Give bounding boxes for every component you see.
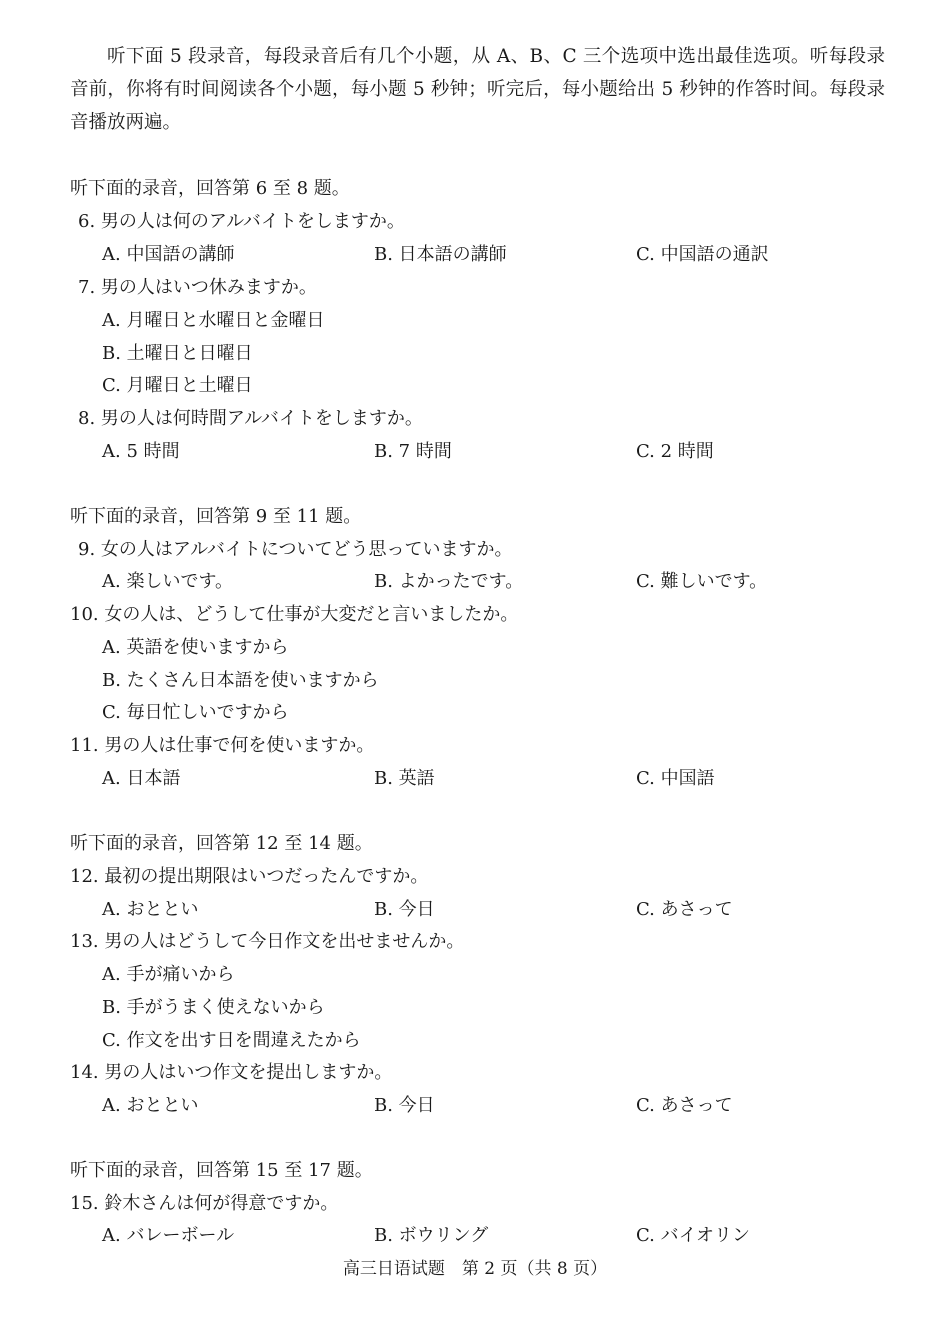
question-15: 15. 鈴木さんは何が得意ですか。 (70, 1193, 339, 1214)
option-14c: C. あさって (636, 1095, 733, 1116)
option-14b: B. 今日 (374, 1095, 435, 1116)
option-14a: A. おととい (102, 1095, 199, 1116)
option-13c: C. 作文を出す日を間違えたから (102, 1030, 361, 1051)
option-15a: A. バレーボール (102, 1225, 235, 1246)
question-14: 14. 男の人はいつ作文を提出しますか。 (70, 1062, 393, 1083)
option-9b: B. よかったです。 (374, 571, 524, 592)
instructions-paragraph: 听下面 5 段录音，每段录音后有几个小题，从 A、B、C 三个选项中选出最佳选项。听每段录音前，你将有时间阅读各个小题，每小题 5 秒钟；听完后，每小题给出 5 秒钟的作答时间。每段录音播放两遍。 (70, 46, 885, 133)
question-13: 13. 男の人はどうして今日作文を出せませんか。 (70, 931, 465, 952)
option-15c: C. バイオリン (636, 1225, 751, 1246)
option-15b: B. ボウリング (374, 1225, 489, 1246)
option-8b: B. 7 時間 (374, 441, 452, 462)
option-6c: C. 中国語の通訳 (636, 244, 769, 265)
question-9: 9. 女の人はアルバイトについてどう思っていますか。 (78, 539, 513, 560)
option-7b: B. 土曜日と日曜日 (102, 343, 253, 364)
option-10a: A. 英語を使いますから (102, 637, 289, 658)
option-7a: A. 月曜日と水曜日と金曜日 (102, 310, 325, 331)
option-12a: A. おととい (102, 899, 199, 920)
option-12b: B. 今日 (374, 899, 435, 920)
question-6: 6. 男の人は何のアルバイトをしますか。 (78, 211, 405, 232)
section-heading: 听下面的录音，回答第 12 至 14 题。 (70, 833, 373, 854)
option-9c: C. 難しいです。 (636, 571, 768, 592)
option-6b: B. 日本語の講師 (374, 244, 507, 265)
option-11a: A. 日本語 (102, 768, 181, 789)
option-11c: C. 中国語 (636, 768, 715, 789)
option-9a: A. 楽しいです。 (102, 571, 234, 592)
option-13b: B. 手がうまく使えないから (102, 997, 325, 1018)
option-6a: A. 中国語の講師 (102, 244, 235, 265)
option-10c: C. 毎日忙しいですから (102, 702, 289, 723)
option-8c: C. 2 時間 (636, 441, 714, 462)
question-10: 10. 女の人は、どうして仕事が大変だと言いましたか。 (70, 604, 519, 625)
option-12c: C. あさって (636, 899, 733, 920)
section-heading: 听下面的录音，回答第 15 至 17 题。 (70, 1160, 373, 1181)
page-footer: 高三日语试题 第 2 页（共 8 页） (342, 1259, 608, 1279)
question-8: 8. 男の人は何時間アルバイトをしますか。 (78, 408, 423, 429)
question-12: 12. 最初の提出期限はいつだったんですか。 (70, 866, 429, 887)
question-7: 7. 男の人はいつ休みますか。 (78, 277, 317, 298)
section-heading: 听下面的录音，回答第 9 至 11 题。 (70, 506, 362, 527)
question-11: 11. 男の人は仕事で何を使いますか。 (70, 735, 375, 756)
option-10b: B. たくさん日本語を使いますから (102, 670, 379, 691)
option-7c: C. 月曜日と土曜日 (102, 375, 253, 396)
section-heading: 听下面的录音，回答第 6 至 8 题。 (70, 178, 350, 199)
option-13a: A. 手が痛いから (102, 964, 235, 985)
option-8a: A. 5 時間 (102, 441, 180, 462)
option-11b: B. 英語 (374, 768, 435, 789)
